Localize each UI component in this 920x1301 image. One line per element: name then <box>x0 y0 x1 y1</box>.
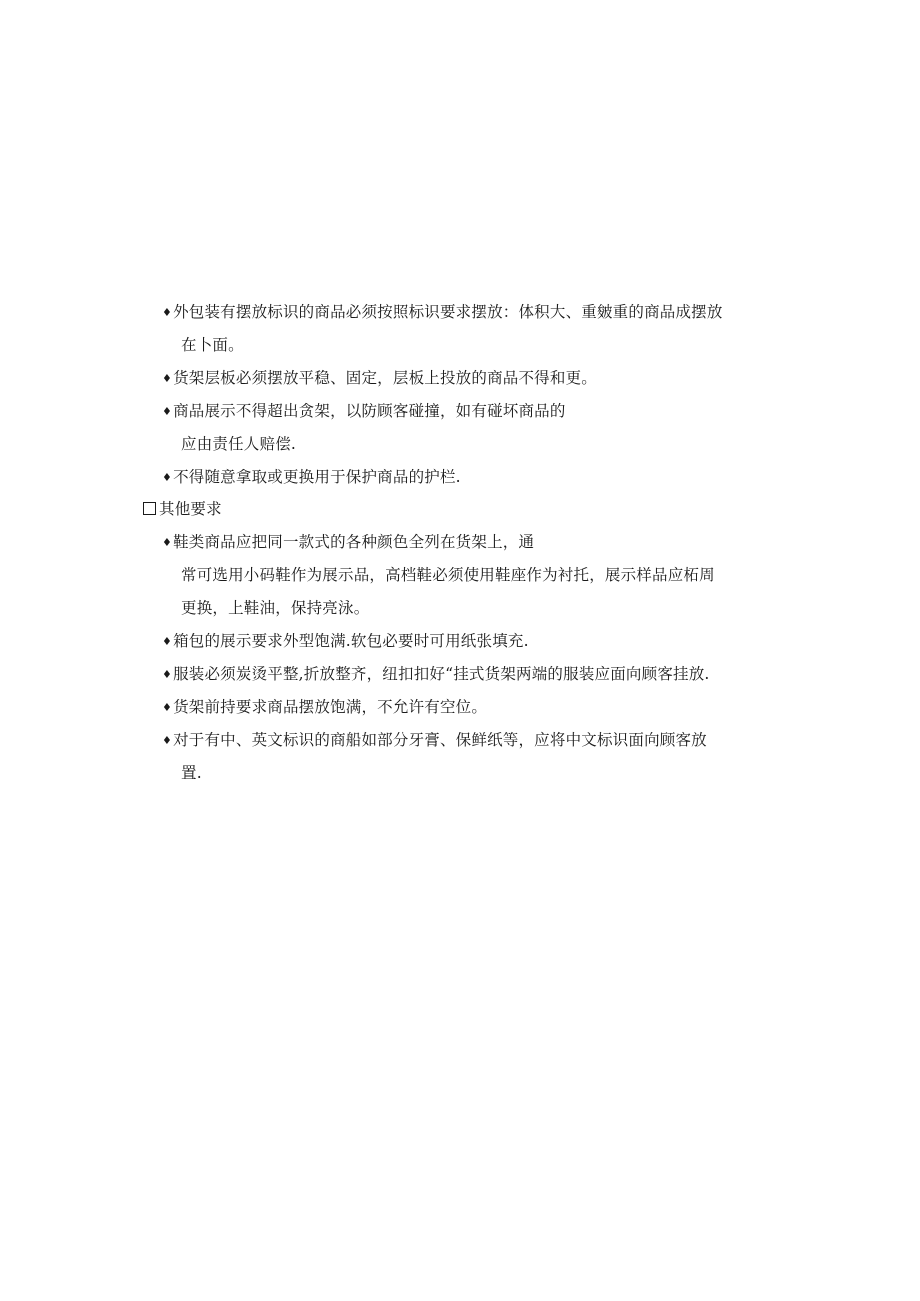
other-item-1-line-1: ♦鞋类商品应把同一款式的各种颜色全列在货架上，通 <box>162 533 535 551</box>
section-heading-other-requirements: 其他要求 <box>143 499 222 519</box>
rule-item-4-line-1: ♦不得随意拿取或更换用于保护商品的护栏. <box>162 468 461 486</box>
rule-item-1-line-1: ♦外包装有摆放标识的商品必须按照标识要求摆放：体积大、重皴重的商品成摆放 <box>162 303 723 321</box>
other-item-4-line-1: ♦货架前持要求商品摆放饱满，不允许有空位。 <box>162 698 488 716</box>
other-item-2-line-1: ♦箱包的展示要求外型饱满.软包必要时可用纸张填充. <box>162 632 529 650</box>
diamond-bullet-icon: ♦ <box>162 405 173 418</box>
diamond-bullet-icon: ♦ <box>162 471 173 484</box>
diamond-bullet-icon: ♦ <box>162 306 173 319</box>
rule-item-2-line-1: ♦货架层板必须摆放平稳、固定，层板上投放的商品不得和更。 <box>162 369 597 387</box>
diamond-bullet-icon: ♦ <box>162 701 173 714</box>
empty-checkbox-icon <box>143 502 156 515</box>
other-item-5-line-1: ♦对于有中、英文标识的商船如部分牙膏、保鲜纸等，应将中文标识面向顾客放 <box>162 731 707 749</box>
diamond-bullet-icon: ♦ <box>162 734 173 747</box>
diamond-bullet-icon: ♦ <box>162 668 173 681</box>
diamond-bullet-icon: ♦ <box>162 536 173 549</box>
diamond-bullet-icon: ♦ <box>162 372 173 385</box>
other-item-1-line-3: 更换，上鞋油，保持亮泳。 <box>181 599 370 617</box>
other-item-3-line-1: ♦服装必须炭烫平整,折放整齐，纽扣扣好“挂式货架两端的服装应面向顾客挂放. <box>162 665 710 683</box>
rule-item-1-line-2: 在卜面。 <box>181 336 244 354</box>
other-item-1-line-2: 常可选用小码鞋作为展示品，高档鞋必须使用鞋座作为衬托，展示样品应柘周 <box>181 566 715 584</box>
rule-item-3-line-2: 应由责任人赔偿. <box>181 435 297 453</box>
other-item-5-line-2: 置. <box>181 764 202 782</box>
rule-item-3-line-1: ♦商品展示不得超出贪架，以防顾客碰撞，如有碰坏商品的 <box>162 402 566 420</box>
diamond-bullet-icon: ♦ <box>162 635 173 648</box>
